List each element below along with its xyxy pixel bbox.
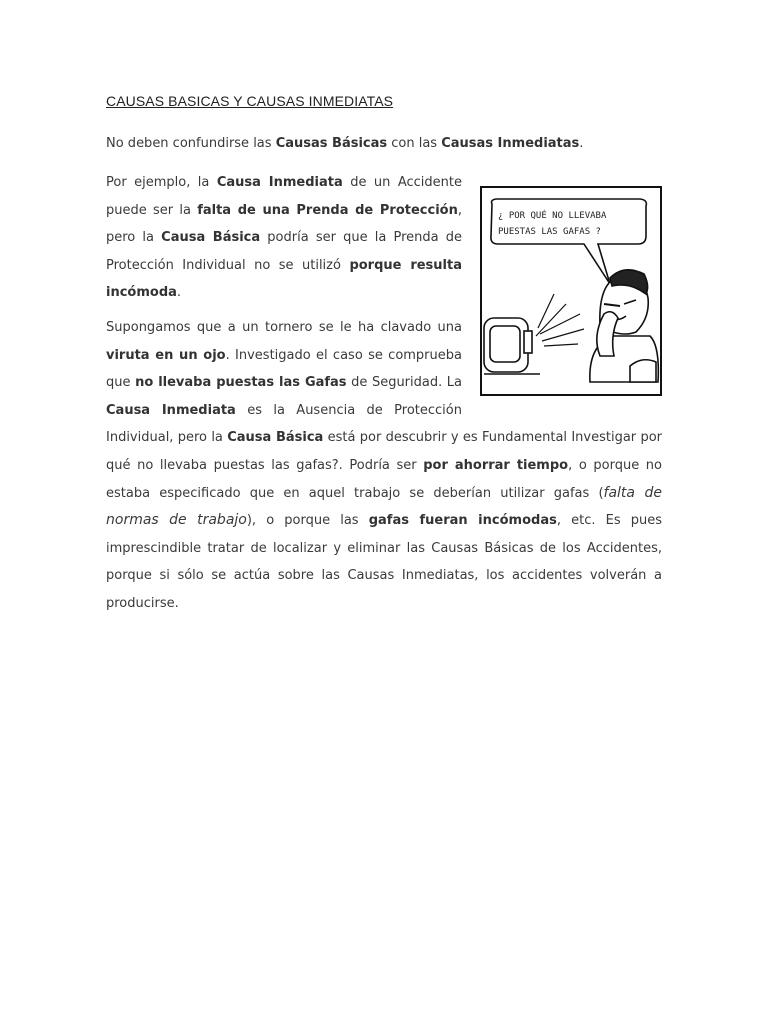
para-text: Por ejemplo, la (106, 175, 217, 190)
para-bold: por ahorrar tiempo (423, 457, 569, 473)
para-bold: falta de una Prenda de Protección (197, 202, 458, 218)
para-bold: porque resulta incómoda (106, 257, 462, 301)
para-text: , etc. Es pues imprescindible tratar de localizar y eliminar las Causas Básicas de los Accidentes, porque si sólo se actúa sobre las Causas Inmediatas, los accidentes volverán a producirse. (106, 513, 662, 611)
bubble-text-line2: PUESTAS LAS GAFAS ? (498, 227, 601, 237)
bubble-text-line1: ¿ POR QUÉ NO LLEVABA (498, 211, 607, 221)
intro-bold: Causas Inmediatas (441, 136, 580, 151)
para-bold: Causa Inmediata (216, 175, 343, 190)
para-bold: Causa Básica (161, 230, 261, 246)
para-text: está por descubrir y es Fundamental Investigar por qué no llevaba puestas las gafas?. Podría ser (106, 430, 662, 473)
para-bold: viruta en un ojo (106, 347, 226, 363)
intro-text: No deben confundirse las (106, 136, 276, 151)
para-italic: falta de normas de trabajo (106, 484, 662, 529)
page-title: CAUSAS BASICAS Y CAUSAS INMEDIATAS (106, 93, 394, 109)
body-text (106, 169, 662, 625)
para-bold: gafas fueran incómodas (368, 513, 557, 529)
para-text: . Investigado el caso se comprueba que (106, 347, 462, 391)
para-text: de Seguridad. La (346, 375, 463, 391)
para-text: Supongamos que a un tornero se le ha clavado una (106, 319, 462, 335)
intro-bold: Causas Básicas (275, 136, 388, 151)
para-text: es la Ausencia de Protección Individual, pero la (106, 402, 462, 446)
para-bold: Causa Inmediata (106, 402, 236, 418)
intro-paragraph (106, 134, 666, 154)
cartoon-svg (480, 186, 662, 396)
para-text: de un Accidente puede ser la (106, 175, 462, 218)
cartoon-illustration (480, 186, 662, 396)
intro-text: . (579, 136, 584, 151)
para-text: podría ser que la Prenda de Protección Individual no se utilizó (106, 230, 462, 273)
para-text: ), o porque las (246, 513, 369, 529)
para-text: , pero la (106, 202, 462, 246)
para-bold: no llevaba puestas las Gafas (135, 375, 347, 391)
intro-text: con las (387, 136, 442, 151)
para-bold: Causa Básica (227, 430, 324, 446)
para-text: , o porque no estaba especificado que en aquel trabajo se deberían utilizar gafas ( (106, 457, 662, 501)
para-text: . (176, 285, 182, 301)
